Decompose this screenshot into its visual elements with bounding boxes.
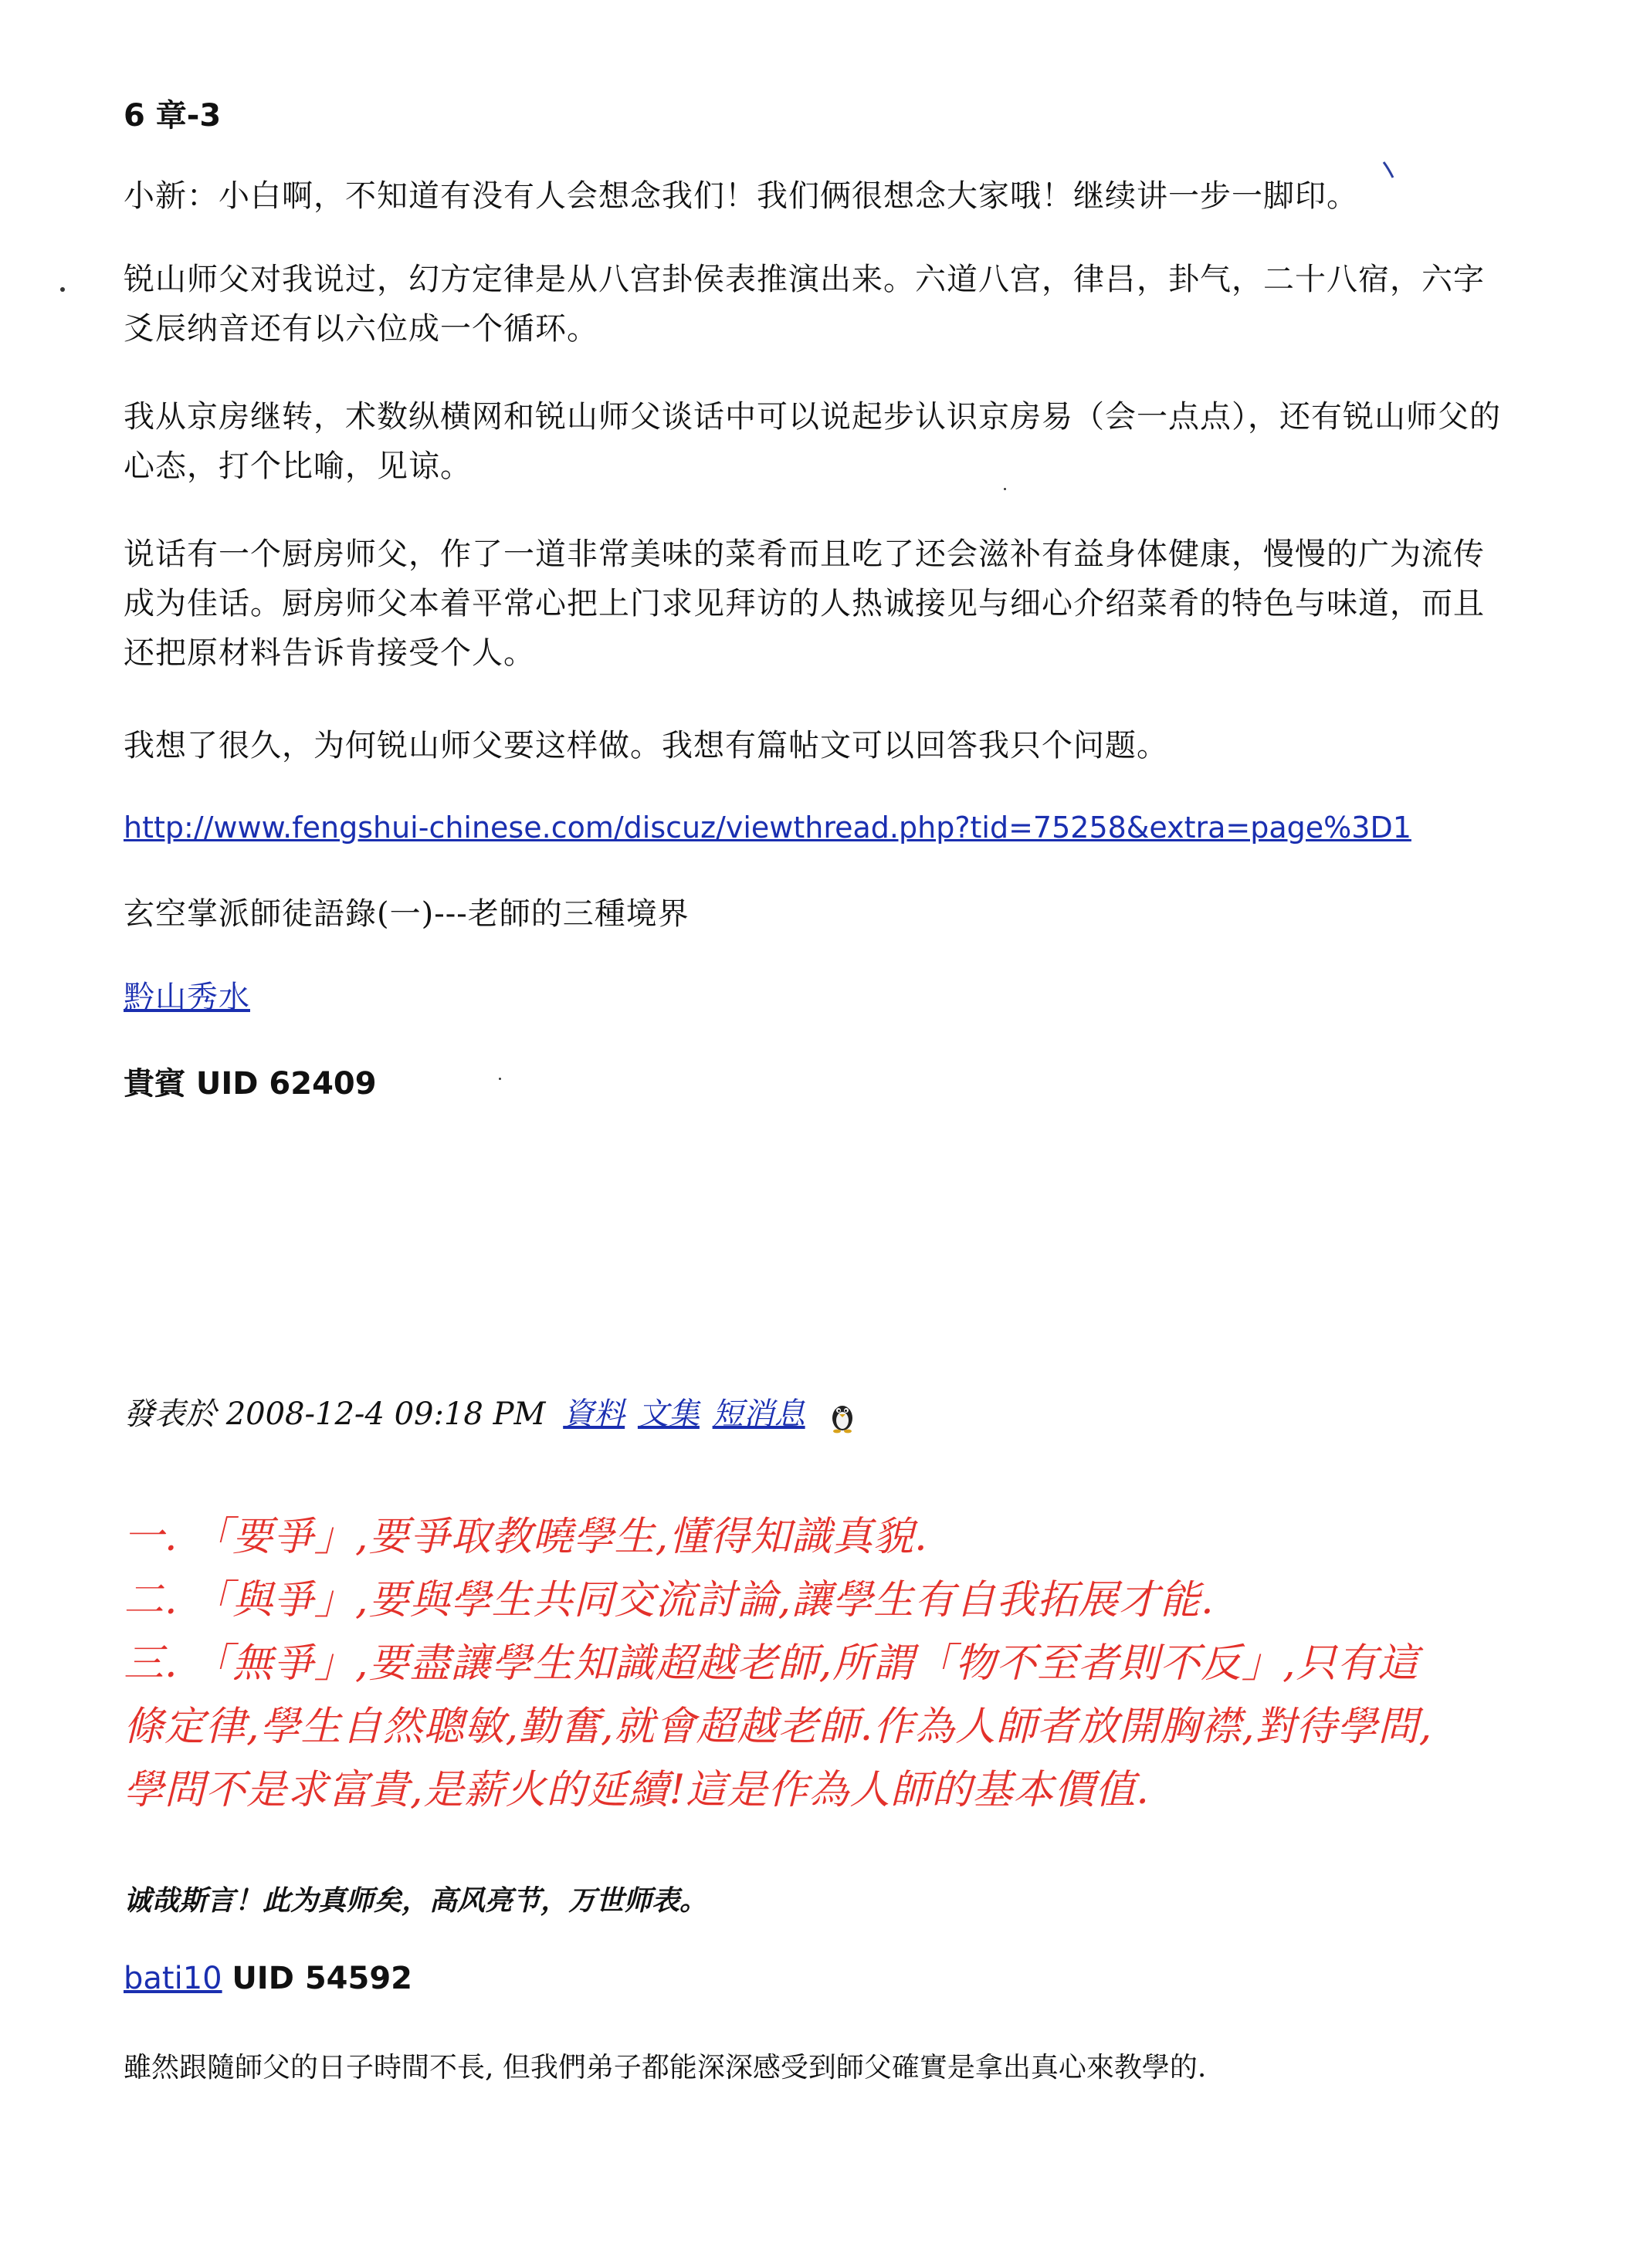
author-name-link[interactable]: 黔山秀水 [124,980,250,1015]
reply-user-uid: UID 54592 [232,1961,412,1996]
collection-link[interactable]: 文集 [637,1396,700,1432]
author-name-wrap [124,973,1513,1022]
author-role-uid: 貴賓 UID 62409 [124,1066,377,1102]
scan-speck [1004,488,1006,490]
teacher-quote [124,1505,1560,1822]
paragraph-intro: 小新：小白啊，不知道有没有人会想念我们！我们俩很想念大家哦！继续讲一步一脚印。 [124,178,1358,214]
quote-line-1: 一. 「要爭」,要爭取教曉學生,懂得知識真貌. [124,1514,928,1560]
paragraph-magic-square: 锐山师父对我说过，幻方定律是从八宫卦侯表推演出来。六道八宫，律吕，卦气，二十八宿，六字爻辰纳音还有以六位成一个循环。 [124,262,1485,347]
scan-speck [499,1078,501,1080]
paragraph-jingfang: 我从京房继转，术数纵横网和锐山师父谈话中可以说起步认识京房易（会一点点），还有锐山师父的心态，打个比喻，见谅。 [124,399,1501,484]
post-date: 發表於 2008-12-4 09:18 PM [124,1396,546,1432]
profile-link[interactable]: 資料 [563,1396,625,1432]
paragraph-question: 我想了很久，为何锐山师父要这样做。我想有篇帖文可以回答我只个问题。 [124,728,1168,763]
post-meta-line [124,1390,1513,1434]
qq-penguin-icon[interactable] [827,1400,858,1434]
reply-text: 雖然跟隨師父的日子時間不長, 但我們弟子都能深深感受到師父確實是拿出真心來教學的. [124,2052,1207,2084]
reply-user-line [124,1961,1513,1996]
quote-line-4: 條定律,學生自然聰敏,勤奮,就會超越老師.作為人師者放開胸襟,對待學問, [124,1704,1433,1750]
quote-line-2: 二. 「與爭」,要與學生共同交流討論,讓學生有自我拓展才能. [124,1577,1215,1623]
thread-url-link[interactable]: http://www.fengshui-chinese.com/discuz/viewthread.php?tid=75258&extra=page%3D1 [124,811,1411,845]
scan-speck [60,287,65,292]
quote-line-5: 學問不是求富貴,是薪火的延續!這是作為人師的基本價值. [124,1767,1150,1813]
comment-note: 诚哉斯言！此为真师矣，高风亮节，万世师表。 [124,1884,708,1917]
reply-user-link[interactable]: bati10 [124,1961,222,1996]
message-link[interactable]: 短消息 [712,1396,805,1432]
paragraph-kitchen-master: 说话有一个厨房师父，作了一道非常美味的菜肴而且吃了还会滋补有益身体健康，慢慢的广为流传成为佳话。厨房师父本着平常心把上门求见拜访的人热诚接见与细心介绍菜肴的特色与味道，而且还把原材料告诉肯接受个人。 [124,537,1485,671]
quote-line-3: 三. 「無爭」,要盡讓學生知識超越老師,所謂「物不至者則不反」,只有這 [124,1640,1419,1687]
thread-url-link-wrap [124,811,1513,845]
pen-tick-mark [1381,159,1399,182]
chapter-heading: 6 章-3 [124,98,222,134]
thread-title: 玄空掌派師徒語錄(一)---老師的三種境界 [124,896,690,932]
